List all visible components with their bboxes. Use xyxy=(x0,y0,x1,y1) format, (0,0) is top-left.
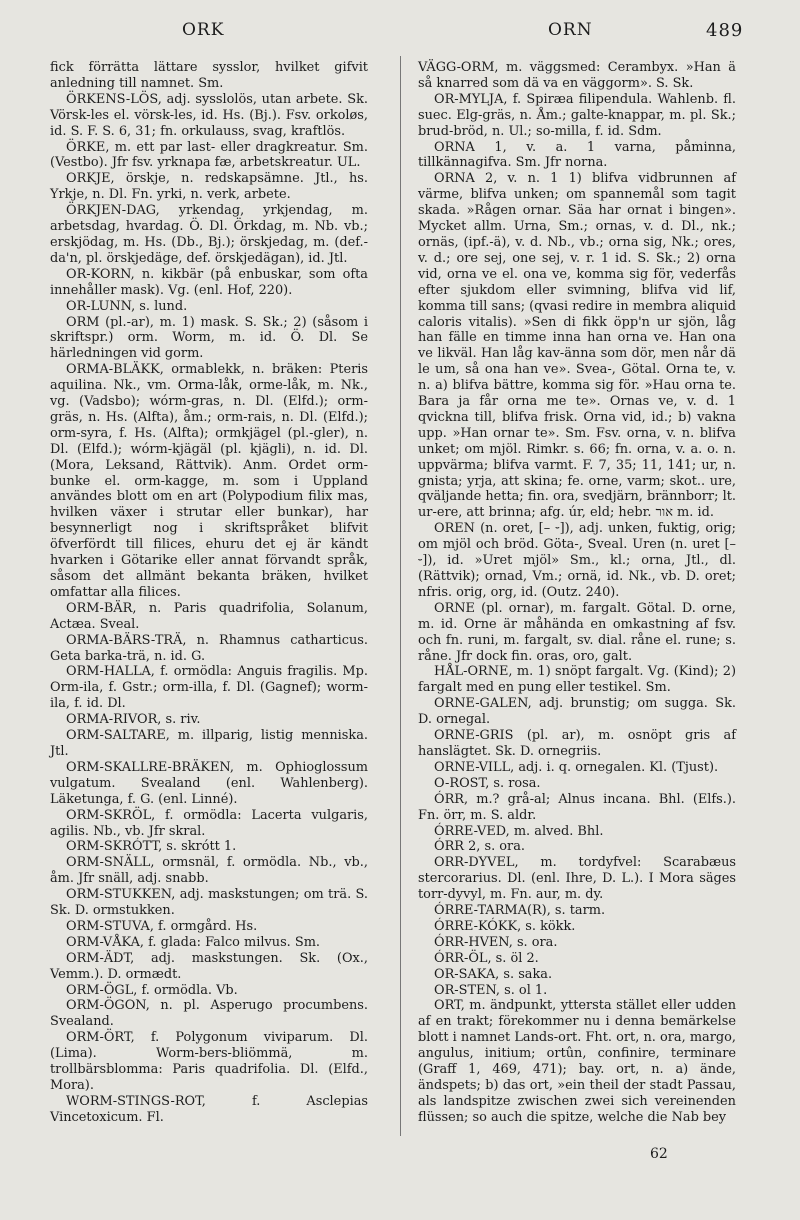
dictionary-entry: ORR-DYVEL, m. tordyfvel: Scarabæus stercorarius. Dl. (enl. Ihre, D. L.). I Mora säges torr-dyvyl, m. Fn. aur, m. dy. xyxy=(418,855,736,903)
dictionary-entry: ÖRKJEN-DAG, yrkendag, yrkjendag, m. arbetsdag, hvardag. Ö. Dl. Örkdag, m. Nb. vb.; erskjödag, m. Hs. (Db., Bj.); örskjedag, m. (def.-da'n, pl. örskjedäge, def. örskjedägan), id. Jtl. xyxy=(50,203,368,266)
dictionary-entry: ORM-ÖRT, f. Polygonum viviparum. Dl. (Lima). Worm-bers-bliömmä, m. trollbärsblomma: Paris quadrifolia. Dl. (Elfd., Mora). xyxy=(50,1030,368,1093)
running-head-center: ORN xyxy=(548,20,593,40)
dictionary-entry: ÓRR, m.? grå-al; Alnus incana. Bhl. (Elfs.). Fn. örr, m. S. aldr. xyxy=(418,791,736,823)
dictionary-entry: ORKJE, örskje, n. redskapsämne. Jtl., hs. Yrkje, n. Dl. Fn. yrki, n. verk, arbete. xyxy=(50,171,368,203)
dictionary-entry: ÓRR-HVEN, s. ora. xyxy=(434,934,558,950)
dictionary-entry: OR-KORN, n. kikbär (på enbuskar, som ofta innehåller mask). Vg. (enl. Hof, 220). xyxy=(50,266,368,298)
dictionary-entry: ORNE (pl. ornar), m. fargalt. Götal. D. orne, m. id. Orne är måhända en omkastning af fsv. och fn. runi, m. fargalt, sv. dial. råne el. rune; s. råne. Jfr dock fin. oras, oro, galt. xyxy=(418,600,736,664)
dictionary-entry: ÓRR 2, s. ora. xyxy=(434,839,525,855)
dictionary-entry: ORM (pl.-ar), m. 1) mask. S. Sk.; 2) (såsom i skriftspr.) orm. Worm, m. id. Ö. Dl. Se härledningen vid gorm. xyxy=(50,314,368,362)
signature-mark: 62 xyxy=(650,1146,668,1162)
dictionary-entry: ÖRKENS-LÖS, adj. sysslolös, utan arbete. Sk. Vörsk-les el. vörsk-les, id. Hs. (Bj.). Fsv. orkoløs, id. S. F. S. 6, 31; fn. orkulauss, svag, kraftlös. xyxy=(50,91,368,139)
dictionary-entry: VÄGG-ORM, m. väggsmed: Cerambyx. »Han ä så knarred som dä va en väggorm». S. Sk. xyxy=(418,60,736,91)
left-column xyxy=(50,60,368,1126)
dictionary-entry: ORM-SALTARE, m. illparig, listig menniska. Jtl. xyxy=(50,728,368,759)
dictionary-entry: fick förrätta lättare sysslor, hvilket gifvit anledning till namnet. Sm. xyxy=(50,60,368,91)
dictionary-entry: ORMA-BLÄKK, ormablekk, n. bräken: Pteris aquilina. Nk., vm. Orma-låk, orme-låk, m. Nk., vg. (Vadsbo); wórm-gras, n. Dl. (Elfd.); orm-gräs, n. Hs. (Alfta), åm.; orm-rais, n. Dl. (Elfd.); orm-syra, f. Hs. (Alfta); ormkjägel (pl.-gler), n. Dl. (Elfd.); wórm-kjägäl (pl. kjägli), n. id. Dl. (Mora, Leksand, Rättvik). Anm. Ordet orm-bunke el. orm-kagge, m. som i Uppland användes blott om en art (Polypodium filix mas, hvilken växer i strutar eller bunkar), har besynnerligt nog i skriftspråket blifvit öfverfördt till filices, ehuru det ej är kändt hvarken i Götarike eller annat förvandt språk, såsom det allmänt bekanta bräken, hvilket omfattar alla filices. xyxy=(50,362,368,600)
dictionary-entry: ORT, m. ändpunkt, yttersta stället eller udden af en trakt; förekommer nu i denna bemärkelse blott i namnet Lands-ort. Fht. ort, n. ora, margo, angulus, initium; ortûn, confinire, terminare (Graff 1, 469, 471); bay. ort, n. a) ände, ändspets; b) das ort, »ein theil der stadt Passau, als landspitze zwischen zwei sich vereinenden flüssen; so auch die spitze, welche die Nab bey xyxy=(418,998,736,1125)
dictionary-entry: ORM-SNÄLL, ormsnäl, f. ormödla. Nb., vb., åm. Jfr snäll, adj. snabb. xyxy=(50,855,368,887)
dictionary-entry: WORM-STINGS-ROT, f. Asclepias Vincetoxicum. Fl. xyxy=(50,1093,368,1125)
column-divider xyxy=(400,56,401,1136)
dictionary-entry: ORMA-RIVOR, s. riv. xyxy=(66,712,201,728)
dictionary-entry: ORM-HALLA, f. ormödla: Anguis fragilis. Mp. Orm-ila, f. Gstr.; orm-illa, f. Dl. (Gagnef); worm-ila, f. id. Dl. xyxy=(50,664,368,712)
dictionary-entry: O-ROST, s. rosa. xyxy=(434,775,541,791)
dictionary-entry: ORM-ÄDT, adj. maskstungen. Sk. (Ox., Vemm.). D. ormædt. xyxy=(50,950,368,982)
dictionary-entry: ORM-SKRÖL, f. ormödla: Lacerta vulgaris, agilis. Nb., vb. Jfr skral. xyxy=(50,807,368,839)
dictionary-entry: ORNA 1, v. a. 1 varna, påminna, tillkännagifva. Sm. Jfr norna. xyxy=(418,139,736,171)
dictionary-entry: ORM-SKRÓTT, s. skrótt 1. xyxy=(66,839,237,855)
right-column xyxy=(418,60,736,1126)
running-head-left: ORK xyxy=(182,20,225,40)
dictionary-entry: ORNE-GRIS (pl. ar), m. osnöpt gris af hanslägtet. Sk. D. ornegriis. xyxy=(418,728,736,759)
dictionary-entry: ÓRRE-TARMA(R), s. tarm. xyxy=(434,903,606,919)
dictionary-entry: OR-SAKA, s. saka. xyxy=(434,966,553,982)
dictionary-entry: OR-STEN, s. ol 1. xyxy=(434,982,548,998)
dictionary-entry: ORM-STUKKEN, adj. maskstungen; om trä. S. Sk. D. ormstukken. xyxy=(50,887,368,919)
dictionary-entry: ORM-SKALLRE-BRÄKEN, m. Ophioglossum vulgatum. Svealand (enl. Wahlenberg). Läketunga, f. G. (enl. Linné). xyxy=(50,759,368,807)
dictionary-entry: ÓRRE-KÓKK, s. kökk. xyxy=(434,918,576,934)
dictionary-entry: ÓRR-ÖL, s. öl 2. xyxy=(434,950,539,966)
dictionary-entry: ORM-VÅKA, f. glada: Falco milvus. Sm. xyxy=(66,934,321,950)
dictionary-entry: ORMA-BÄRS-TRÄ, n. Rhamnus catharticus. Geta barka-trä, n. id. G. xyxy=(50,632,368,664)
dictionary-entry: ORNE-VILL, adj. i. q. ornegalen. Kl. (Tjust). xyxy=(434,759,719,775)
dictionary-entry: ORM-ÖGON, n. pl. Asperugo procumbens. Svealand. xyxy=(50,998,368,1030)
dictionary-entry: ORM-BÄR, n. Paris quadrifolia, Solanum, Actæa. Sveal. xyxy=(50,600,368,632)
dictionary-entry: OREN (n. oret, [– ⏑]), adj. unken, fuktig, orig; om mjöl och bröd. Göta-, Sveal. Uren (n. uret [– ⏑]), id. »Uret mjöl» Sm., kl.; orna, Jtl., dl. (Rättvik); ornad, Vm.; ornä, id. Nk., vb. D. oret; nfris. orig, org, id. (Outz. 240). xyxy=(418,521,736,600)
dictionary-entry: ORNA 2, v. n. 1 1) blifva vidbrunnen af värme, blifva unken; om spannemål som tagit skada. »Rågen ornar. Säa har ornat i bingen». Mycket allm. Urna, Sm.; ornas, v. d. Dl., nk.; ornäs, (ipf.-ä), v. d. Nb., vb.; orna sig, Nk.; ores, v. d.; ore sej, one sej, v. r. 1 id. S. Sk.; 2) orna vid, orna ve el. ona ve, komma sig för, vederfås efter sjukdom eller svimning, blifva vid lif, komma till sans; (qvasi redire in membra aliquid caloris vitalis). »Sen di fikk öpp'n ur sjön, låg han fälle en timme inna han orna ve. Han ona ve likväl. Han låg kav-änna som dör, men når dä le um, så ona han ve». Svea-, Götal. Orna te, v. n. a) blifva bättre, komma sig för. »Hau orna te. Bara ja får orna me te». Ornas ve, v. d. 1 qvickna till, blifva frisk. Orna vid, id.; b) vakna upp. »Han ornar te». Sm. Fsv. orna, v. n. blifva unket; om mjöl. Rimkr. s. 66; fn. orna, v. a. o. n. uppvärma; blifva varmt. F. 7, 35; 11, 141; ur, n. gnista; yrja, att skina; fe. orne, varm; skot.. ure, qväljande hetta; fin. ora, svedjärn, brännborr; lt. ur-ere, att brinna; afg. úr, eld; hebr. אור m. id. xyxy=(418,171,736,521)
dictionary-entry: HÅL-ORNE, m. 1) snöpt fargalt. Vg. (Kind); 2) fargalt med en pung eller testikel. Sm. xyxy=(418,664,736,696)
dictionary-entry: ORM-ÖGL, f. ormödla. Vb. xyxy=(66,982,238,998)
dictionary-entry: OR-MYLJA, f. Spiræa filipendula. Wahlenb. fl. suec. Elg-gräs, n. Åm.; galte-knappar, m. pl. Sk.; brud-bröd, n. Ul.; so-milla, f. id. Sdm. xyxy=(418,91,736,139)
dictionary-entry: ORM-STUVA, f. ormgård. Hs. xyxy=(66,918,258,934)
dictionary-entry: OR-LUNN, s. lund. xyxy=(66,298,188,314)
dictionary-entry: ÖRKE, m. ett par last- eller dragkreatur. Sm. (Vestbo). Jfr fsv. yrknapa fæ, arbetskreatur. UL. xyxy=(50,139,368,171)
page-number: 489 xyxy=(706,20,744,41)
dictionary-entry: ÓRRE-VED, m. alved. Bhl. xyxy=(434,823,604,839)
dictionary-entry: ORNE-GALEN, adj. brunstig; om sugga. Sk. D. ornegal. xyxy=(418,696,736,728)
